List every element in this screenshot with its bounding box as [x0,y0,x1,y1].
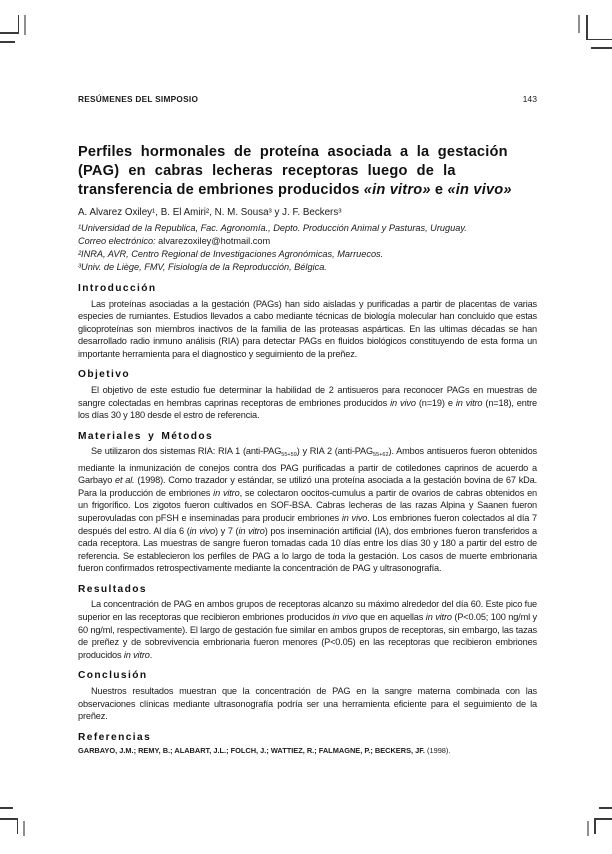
paragraph-conclusion: Nuestros resultados muestran que la concentración de PAG en la sangre materna combinada con las observaciones clínicas mediante ultrasonografía podría ser una herramienta eficiente para el seguimiento de la preñez. [78,685,537,722]
paragraph-resultados: La concentración de PAG en ambos grupos de receptoras alcanzo su máximo alrededor del día 60. Este pico fue superior en las receptoras que recibieron embriones producidos in vivo que en aquellas in vitro (P<0.05; 100 ng/ml y 60 ng/ml, respectivamente). El largo de gestación fue similar en ambos grupos de receptoras, sin embargo, las tazas de preñez y de sobrevivencia embrionaria fueron menores (P<0.05) en las receptoras que recibieron embriones producidos in vitro. [78,599,537,660]
affiliation-1: ¹Universidad de la Republica, Fac. Agronomía., Depto. Producción Animal y Pasturas, Uruguay. [78,223,467,233]
paragraph-objetivo: El objetivo de este estudio fue determinar la habilidad de 2 antisueros para reconocer PAGs en muestras de sangre colectadas en hembras caprinas receptoras de embriones producidos in vivo (n=19) e in vitro (n=18), entre los días 30 y 180 desde el estro de referencia. [78,384,538,421]
section-materiales-y-metodos [78,431,537,575]
paragraph-materiales-y-metodos: Se utilizaron dos sistemas RIA: RIA 1 (anti-PAG55+59) y RIA 2 (anti-PAG55+62). Ambos antisueros fueron obtenidos mediante la inmunización de conejos contra dos PAG purificadas a partir de cotiledones caprinos de acuerdo a Garbayo et al. (1998). Como trazador y estándar, se utilizó una proteína asociada a la gestación bovina de 67 kDa. Para la producción de embriones in vitro, se colectaron oocitos-cumulus a partir de ovarios de cabras obtenidos en un frigorífico. Los zigotos fueron cultivados en SOF-BSA. Cabras lecheras de las razas Alpina y Saanen fueron superovuladas con pFSH e inseminadas para producir embriones in vivo. Los embriones fueron colectados al día 7 después del estro. Al día 6 (in vivo) y 7 (in vitro) pos inseminación artificial (IA), dos embriones fueron transferidos a cada receptora. Las muestras de sangre fueron tomadas cada 10 días entre los días 30 y 180 a partir del estro de referencia. Se establecieron los perfiles de PAG a lo largo de toda la gestación. Los casos de muerte embrionaria fueron confirmados retrospectivamente mediante la concentración de PAG y ultrasonografía. [78,446,538,574]
article-title [78,143,537,200]
affiliations-block [78,222,537,274]
email-line: Correo electrónico: alvarezoxiley@hotmail.com [78,236,271,246]
title-line-1: Perfiles hormonales de proteína asociada a la gestación [78,144,508,160]
article-content [78,94,537,756]
authors-line: A. Alvarez Oxiley¹, B. El Amiri², N. M. Sousa³ y J. F. Beckers³ [78,207,342,218]
section-referencias [78,732,537,757]
section-heading-objetivo: Objetivo [78,369,130,381]
running-header [78,94,537,104]
paragraph-introduccion: Las proteínas asociadas a la gestación (PAGs) han sido aisladas y purificadas a partir de placentas de varias especies de rumiantes. Estudios llevados a cabo mediante técnicas de biología molecular han concluido que estas glicoproteínas son miembros inactivos de la familia de las proteasas aspárticas. En las ultimas décadas se han desarrollado radio inmuno análisis (RIA) para detectar PAGs en fluidos biológicos constituyendo de esta forma un importante herramienta para el diagnostico y seguimiento de la preñez. [78,298,537,359]
title-line-3: transferencia de embriones producidos «in vitro» e «in vivo» [78,182,512,198]
affiliation-3: ³Univ. de Liège, FMV, Fisiología de la Reproducción, Bélgica. [78,262,327,272]
journal-section-title: RESÚMENES DEL SIMPOSIO [78,94,199,104]
section-heading-introduccion: Introducción [78,283,157,294]
section-heading-resultados: Resultados [78,583,147,595]
section-heading-referencias: Referencias [78,731,152,743]
page-number: 143 [522,94,537,104]
title-line-2: (PAG) en cabras lecheras receptoras luego de la [78,163,456,179]
section-objetivo [78,369,537,421]
section-conclusion [78,670,537,722]
affiliation-2: ²INRA, AVR, Centro Regional de Investigaciones Agronómicas, Marruecos. [78,249,384,259]
section-heading-materiales-y-metodos: Materiales y Métodos [78,430,214,442]
reference-entry: GARBAYO, J.M.; REMY, B.; ALABART, J.L.; FOLCH, J.; WATTIEZ, R.; FALMAGNE, P.; BECKERS, JF. (1998). [78,746,451,756]
section-introduccion [78,283,537,360]
section-heading-conclusion: Conclusión [78,670,148,682]
section-resultados [78,584,537,661]
